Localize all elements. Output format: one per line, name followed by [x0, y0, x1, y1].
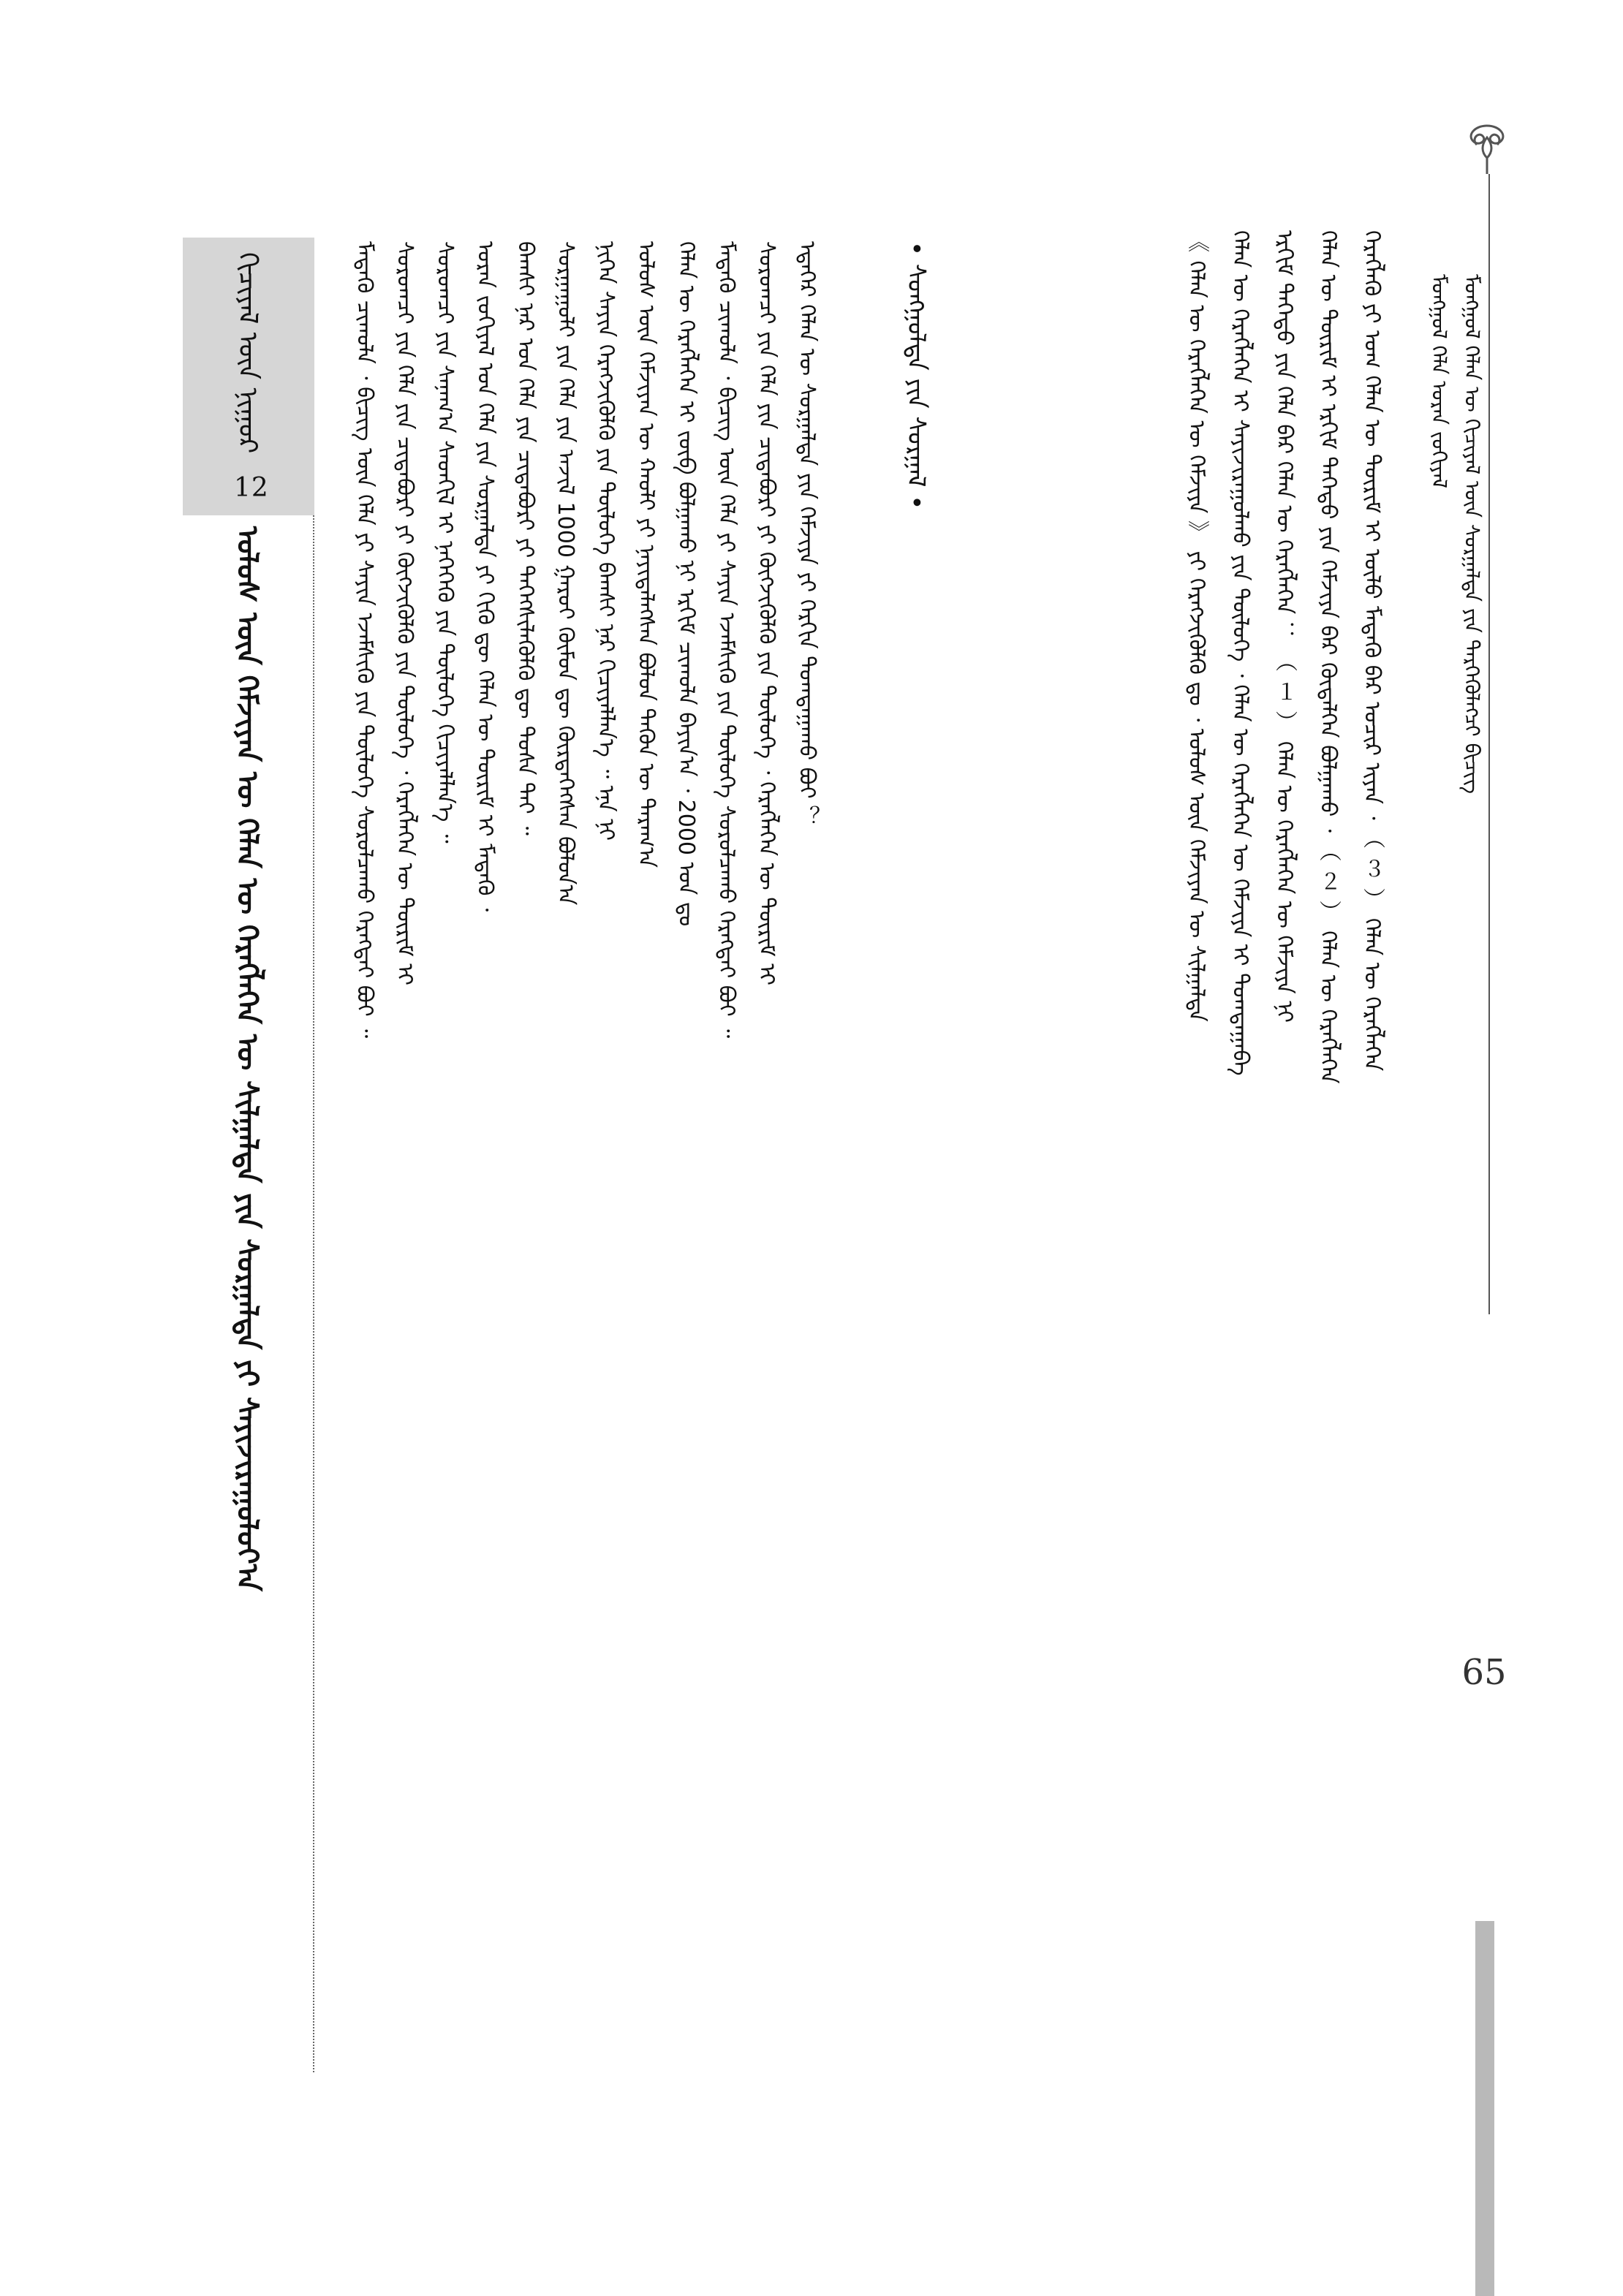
- lesson-label: ᠬᠢᠴᠢᠶᠡᠯ ᠦᠨ ᠨᠢᠭᠤᠷ: [232, 252, 262, 454]
- body-bottom-line: ᠮᠡᠳᠡᠬᠦ ᠴᠢᠬᠤᠯᠠ ᠂ ᠪᠢᠴᠢᠭ ᠦᠨ ᠬᠡᠯᠡ ᠶᠢ ᠰᠠᠶᠢᠨ ᠡᠵᠡᠮᠰᠢᠬᠦ ᠶᠢᠨ ᠲᠥᠯᠦᠭᠡ ᠰᠤᠷᠤᠯᠴᠠᠬᠤ ᠬᠡᠷᠡᠭᠲᠡᠢ ᠪᠣᠢ ᠃: [352, 241, 377, 1039]
- body-bottom-line: ᠨᠢᠭᠡᠨ ᠰᠠᠶᠢᠨ ᠬᠡᠷᠡᠭᠵᠢᠭᠦᠯᠬᠦ ᠶᠢᠨ ᠲᠥᠯᠦᠭᠡ ᠪᠠᠭᠰᠢ ᠨᠠᠷ ᠬᠢᠴᠢᠶᠡᠯᠯᠡᠨ᠎ᠡ ᠃ ᠡᠨᠡ ᠨᠢ: [593, 241, 618, 841]
- body-bottom-line: ᠤᠯᠤᠰ ᠦᠨ ᠬᠡᠮᠵᠢᠶᠡᠨ ᠦ ᠬᠠᠤᠯᠢ ᠶᠢ ᠨᠡᠶᠢᠲᠡᠯᠡᠭᠰᠡᠨ ᠪᠣᠯᠤᠨ ᠲᠡᠭᠦᠨ ᠦ ᠳᠠᠷᠠᠭ᠎ᠠ: [633, 241, 659, 868]
- page-number: 65: [1461, 1652, 1507, 1693]
- body-top-line: ᠬᠡᠯᠡᠨ ᠦ ᠬᠡᠷᠡᠭᠯᠡᠭᠡᠨ ᠢ ᠰᠠᠶᠢᠵᠢᠷᠠᠭᠤᠯᠬᠤ ᠶᠢᠨ ᠲᠥᠯᠦᠭᠡ ᠂ ᠬᠡᠯᠡᠨ ᠦ ᠬᠡᠷᠡᠭᠯᠡᠭᠡᠨ ᠦ ᠬᠡᠮᠵᠢᠶᠡ ᠢ ᠲᠣᠭᠲᠠᠭᠠᠪᠠ: [1227, 230, 1253, 1076]
- body-top-line: ᠬᠡᠷᠡᠭᠯᠡᠬᠦ ᠶᠢ ᠤᠭ ᠬᠡᠯᠡᠨ ᠦ ᠳᠦᠷᠢᠮ ᠢ ᠦᠯᠦ ᠮᠡᠳᠡᠬᠦ ᠪᠡᠷ ᠤᠴᠢᠷ ᠢᠶᠠᠨ ᠂ （ ３ ） ᠬᠡᠯᠡᠨ ᠦ ᠬᠡᠷᠡᠭᠯᠡᠭᠡᠨ: [1359, 230, 1385, 1072]
- page-edge-tab: [1475, 1921, 1494, 2296]
- body-top-line: ᠡᠷᠬᠢᠮ ᠲᠡᠭᠡᠳᠦ ᠶᠢᠨ ᠬᠡᠯᠡ ᠪᠡᠷ ᠬᠡᠯᠡᠨ ᠦ ᠬᠡᠷᠡᠭᠯᠡᠭᠡᠨ ： （ １ ） ᠬᠡᠯᠡᠨ ᠦ ᠬᠡᠷᠡᠭᠯᠡᠭᠡᠨ ᠦ ᠬᠡᠮᠵᠢᠶᠡ ᠨᠢ: [1271, 230, 1297, 1023]
- body-bottom-line: ᠰᠤᠷᠤᠭᠴᠢ ᠶᠢᠨ ᠰᠠᠨᠠᠭ᠎ᠠ ᠰᠡᠳᠬᠢᠯ ᠢ ᠨᠡᠭᠡᠭᠡᠬᠦ ᠶᠢᠨ ᠲᠥᠯᠦᠭᠡ ᠬᠢᠴᠢᠶᠡᠯᠯᠡᠨ᠎ᠡ ᠃: [432, 241, 458, 844]
- body-bottom-line: ᠡᠳᠡᠭᠡᠷ ᠬᠡᠯᠡᠨ ᠦ ᠰᠤᠷᠭᠠᠯᠲᠠ ᠶᠢᠨ ᠬᠡᠮᠵᠢᠶᠡ ᠶᠢ ᠬᠡᠷᠬᠢᠨ ᠲᠣᠭᠲᠠᠭᠠᠬᠤ ᠪᠣᠢ ？: [794, 241, 820, 828]
- header-rule: [1488, 174, 1490, 1314]
- header-ornament: [1452, 123, 1522, 175]
- lesson-number: 12: [234, 473, 269, 503]
- body-top-line: 《 ᠬᠡᠯᠡᠨ ᠦ ᠬᠡᠷᠡᠭᠯᠡᠭᠡᠨ ᠦ ᠬᠡᠮᠵᠢᠶᠡ 》 ᠶᠢ ᠬᠡᠷᠡᠭᠵᠢᠭᠦᠯᠬᠦ ᠳᠤ ᠂ ᠤᠯᠤᠰ ᠦᠨ ᠬᠡᠮᠵᠢᠶᠡᠨ ᠦ ᠰᠢᠯᠭᠠᠯᠲᠠ: [1184, 230, 1209, 1022]
- body-top-line: ᠬᠡᠯᠡᠨ ᠦ ᠳᠦᠷᠢᠮ ᠢ ᠡᠷᠬᠢᠮ ᠲᠡᠭᠡᠳᠦ ᠶᠢᠨ ᠬᠡᠮᠵᠢᠶᠡ ᠪᠡᠷ ᠬᠦᠳᠡᠯᠭᠡᠨ ᠪᠣᠯᠭᠠᠬᠤ ᠂ （ ２ ） ᠬᠡᠯᠡᠨ ᠦ ᠬᠡᠷᠡᠭᠯᠡᠭᠡᠨ: [1315, 230, 1341, 1084]
- section-heading: [903, 241, 929, 509]
- heading-bullet: •: [901, 241, 931, 257]
- running-header-subtitle: ᠮᠣᠩᠭᠣᠯ ᠬᠡᠯᠡ ᠤᠷᠠᠨ ᠵᠣᠬᠢᠶᠠᠯ: [1427, 274, 1451, 488]
- body-bottom-line: ᠤᠷᠠᠨ ᠵᠣᠬᠢᠶᠠᠯ ᠤᠨ ᠬᠡᠯᠡ ᠶᠢᠨ ᠰᠤᠷᠭᠠᠯᠲᠠ ᠶᠢ ᠬᠢᠬᠦ ᠳᠦ ᠬᠡᠯᠡᠨ ᠦ ᠳᠦᠷᠢᠮ ᠢ ᠮᠡᠳᠡᠬᠦ ᠂: [472, 241, 498, 912]
- body-bottom-line: ᠰᠤᠷᠭᠠᠭᠤᠯᠢ ᠶᠢᠨ ᠬᠡᠯᠡ ᠶᠢᠨ ᠠᠵᠢᠯ 1000 ᠭᠠᠷᠤᠢ ᠬᠦᠮᠦᠨ ᠳᠦ ᠬᠦᠷᠲᠡᠭᠡᠭᠰᠡᠨ ᠪᠣᠯᠤᠨ᠎ᠠ: [553, 241, 578, 906]
- running-header-title: ᠮᠣᠩᠭᠣᠯ ᠬᠡᠯᠡᠨ ᠦ ᠬᠢᠴᠢᠶᠡᠯ ᠦᠨ ᠰᠤᠷᠭᠠᠯᠲᠠ ᠶᠢᠨ ᠲᠡᠷᠭᠡᠭᠦᠯᠡᠭᠴᠢ ᠪᠢᠴᠢᠭ: [1460, 274, 1484, 794]
- body-bottom-line: ᠰᠤᠷᠤᠭᠴᠢ ᠶᠢᠨ ᠬᠡᠯᠡ ᠶᠢᠨ ᠴᠢᠳᠠᠪᠤᠷᠢ ᠶᠢ ᠬᠥᠭᠵᠢᠭᠦᠯᠬᠦ ᠶᠢᠨ ᠲᠥᠯᠦᠭᠡ ᠂ ᠬᠡᠷᠡᠭᠯᠡᠭᠡᠨ ᠦ ᠳᠦᠷᠢᠮ ᠢ: [392, 241, 417, 986]
- body-bottom-line: ᠬᠡᠯᠡᠨ ᠦ ᠬᠡᠷᠡᠭᠯᠡᠭᠡᠨ ᠢ ᠵᠥᠪ ᠪᠣᠯᠭᠠᠬᠤ ᠨᠢ ᠡᠷᠬᠢᠮ ᠴᠢᠬᠤᠯᠠ ᠪᠠᠶᠢᠨ᠎ᠠ ᠂ 2000 ᠣᠨ ᠳᠤ: [673, 241, 699, 927]
- heading-bullet: •: [901, 495, 931, 510]
- body-bottom-line: ᠰᠤᠷᠤᠭᠴᠢ ᠶᠢᠨ ᠬᠡᠯᠡ ᠶᠢᠨ ᠴᠢᠳᠠᠪᠤᠷᠢ ᠶᠢ ᠬᠥᠭᠵᠢᠭᠦᠯᠬᠦ ᠶᠢᠨ ᠲᠥᠯᠦᠭᠡ ᠂ ᠬᠡᠷᠡᠭᠯᠡᠭᠡᠨ ᠦ ᠳᠦᠷᠢᠮ ᠢ: [754, 241, 779, 986]
- body-bottom-line: ᠮᠡᠳᠡᠬᠦ ᠴᠢᠬᠤᠯᠠ ᠂ ᠪᠢᠴᠢᠭ ᠦᠨ ᠬᠡᠯᠡ ᠶᠢ ᠰᠠᠶᠢᠨ ᠡᠵᠡᠮᠰᠢᠬᠦ ᠶᠢᠨ ᠲᠥᠯᠦᠭᠡ ᠰᠤᠷᠤᠯᠴᠠᠬᠤ ᠬᠡᠷᠡᠭᠲᠡᠢ ᠪᠣᠢ ᠃: [714, 241, 739, 1039]
- lesson-title: ᠤᠯᠤᠰ ᠦᠨ ᠬᠡᠮᠵᠢᠶᠡᠨ ᠦ ᠬᠡᠯᠡᠨ ᠦ ᠬᠡᠷᠡᠭᠯᠡᠭᠡᠨ ᠦ ᠰᠢᠯᠭᠠᠯᠲᠠ ᠶᠢᠨ ᠰᠤᠷᠭᠠᠯᠲᠠ ᠶᠢ ᠰᠠᠶᠢᠵᠢᠷᠠᠭᠤᠯᠤᠶ᠎ᠠ: [230, 526, 264, 1591]
- body-bottom-line: ᠪᠠᠭᠰᠢ ᠨᠠᠷ ᠤᠨ ᠬᠡᠯᠡ ᠶᠢᠨ ᠴᠢᠳᠠᠪᠤᠷᠢ ᠶᠢ ᠳᠡᠭᠡᠭᠰᠢᠯᠡᠭᠦᠯᠬᠦ ᠳᠦ ᠲᠤᠰᠠ ᠲᠠᠢ ᠃: [512, 241, 538, 836]
- section-heading-text: ᠰᠣᠩᠭᠣᠯᠲᠠ ᠶᠢᠨ ᠰᠤᠷᠭᠠᠯ: [901, 263, 931, 488]
